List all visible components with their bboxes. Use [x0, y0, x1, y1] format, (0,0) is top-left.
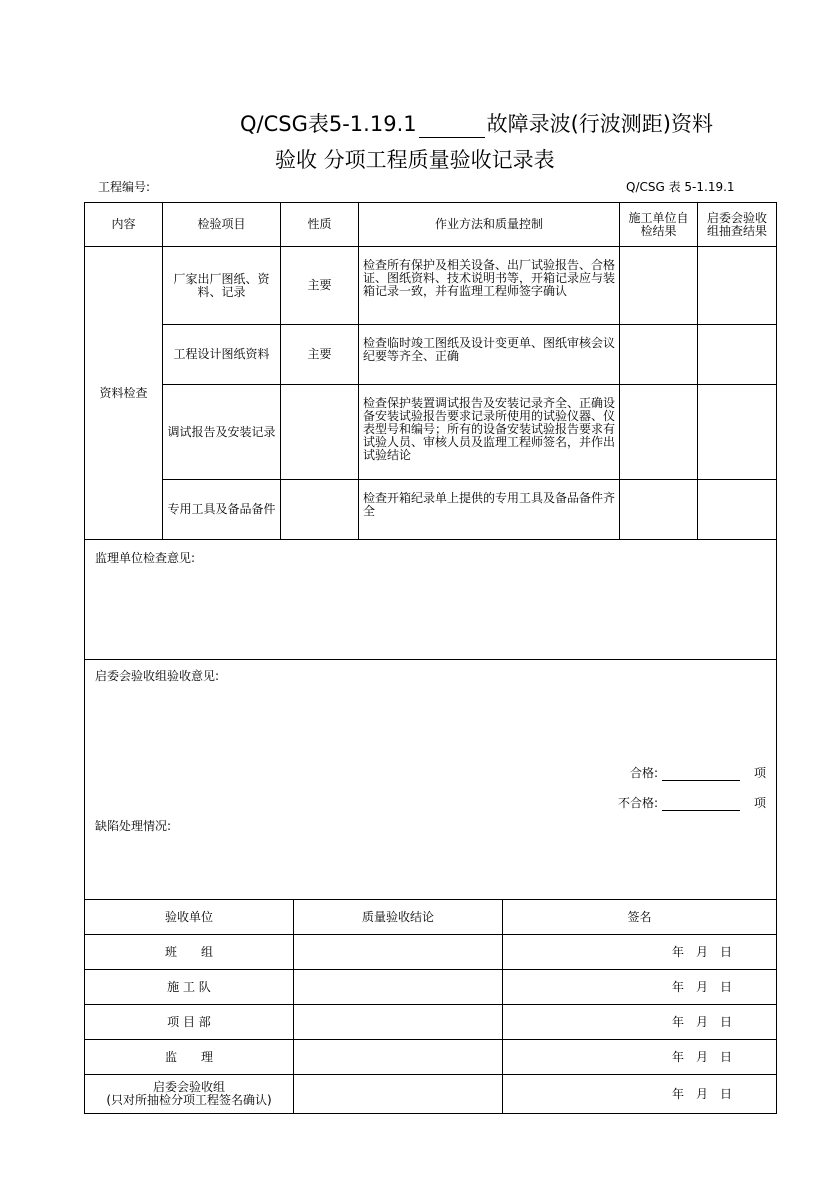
form-code: Q/CSG 表 5-1.19.1	[626, 180, 735, 194]
unit-cell: 班 组	[85, 935, 294, 970]
signature-row	[85, 1040, 777, 1075]
pass-label: 合格:	[629, 766, 658, 780]
unit-cell: 项 目 部	[85, 1005, 294, 1040]
date-cell[interactable]: 年 月 日	[503, 1005, 777, 1040]
table-row	[85, 385, 777, 480]
header-cell: 验收单位	[85, 900, 294, 935]
committee-opinion-label: 启委会验收组验收意见:	[95, 669, 220, 683]
header-cell: 启委会验收组抽查结果	[698, 203, 777, 247]
nature-cell	[281, 385, 359, 480]
conclusion-cell[interactable]	[294, 935, 503, 970]
self-check-cell[interactable]	[620, 480, 698, 540]
signature-header	[85, 900, 777, 935]
spot-check-cell[interactable]	[698, 385, 777, 480]
header-cell: 施工单位自检结果	[620, 203, 698, 247]
signature-row	[85, 935, 777, 970]
form-title-line2: 验收 分项工程质量验收记录表	[275, 148, 555, 172]
signature-row	[85, 1005, 777, 1040]
category-cell: 资料检查	[85, 247, 163, 540]
method-cell: 检查所有保护及相关设备、出厂试验报告、合格证、图纸资料、技术说明书等，开箱记录应与装箱记录一致，并有监理工程师签字确认	[359, 247, 620, 325]
header-cell: 签名	[503, 900, 777, 935]
nature-cell: 主要	[281, 247, 359, 325]
method-cell: 检查临时竣工图纸及设计变更单、图纸审核会议纪要等齐全、正确	[359, 325, 620, 385]
item-cell: 工程设计图纸资料	[163, 325, 281, 385]
header-cell: 检验项目	[163, 203, 281, 247]
header-cell: 作业方法和质量控制	[359, 203, 620, 247]
signature-row	[85, 970, 777, 1005]
date-cell[interactable]: 年 月 日	[503, 1075, 777, 1114]
nature-cell: 主要	[281, 325, 359, 385]
defect-label: 缺陷处理情况:	[95, 819, 172, 833]
self-check-cell[interactable]	[620, 325, 698, 385]
date-cell[interactable]: 年 月 日	[503, 970, 777, 1005]
date-cell[interactable]: 年 月 日	[503, 935, 777, 970]
form-code-title: Q/CSG表5-1.19.1	[240, 112, 417, 136]
spot-check-cell[interactable]	[698, 325, 777, 385]
conclusion-cell[interactable]	[294, 970, 503, 1005]
self-check-cell[interactable]	[620, 385, 698, 480]
method-cell: 检查开箱纪录单上提供的专用工具及备品备件齐全	[359, 480, 620, 540]
spot-check-cell[interactable]	[698, 480, 777, 540]
header-cell: 质量验收结论	[294, 900, 503, 935]
supervisor-opinion-box[interactable]	[84, 539, 777, 660]
inspection-table	[84, 202, 777, 540]
conclusion-cell[interactable]	[294, 1005, 503, 1040]
signature-row	[85, 1075, 777, 1114]
spot-check-cell[interactable]	[698, 247, 777, 325]
form-title-line1	[240, 108, 713, 138]
unit-label: 项	[753, 796, 766, 810]
fail-count	[618, 794, 766, 811]
self-check-cell[interactable]	[620, 247, 698, 325]
fail-label: 不合格:	[617, 796, 658, 810]
project-no-label: 工程编号:	[98, 180, 151, 194]
signature-table	[84, 899, 777, 1114]
unit-cell: 监 理	[85, 1040, 294, 1075]
header-cell: 性质	[281, 203, 359, 247]
date-cell[interactable]: 年 月 日	[503, 1040, 777, 1075]
fail-count-field[interactable]	[662, 798, 740, 811]
header-cell: 内容	[85, 203, 163, 247]
unit-label: 项	[753, 766, 766, 780]
pass-count	[630, 764, 766, 781]
supervisor-opinion-label: 监理单位检查意见:	[95, 551, 196, 565]
table-header	[85, 203, 777, 247]
form-subject: 故障录波(行波测距)资料	[486, 112, 713, 136]
unit-cell: 启委会验收组 (只对所抽检分项工程签名确认)	[85, 1075, 294, 1114]
committee-opinion-box[interactable]	[84, 659, 777, 900]
conclusion-cell[interactable]	[294, 1075, 503, 1114]
nature-cell	[281, 480, 359, 540]
pass-count-field[interactable]	[662, 768, 740, 781]
item-cell: 专用工具及备品备件	[163, 480, 281, 540]
unit-cell: 施 工 队	[85, 970, 294, 1005]
conclusion-cell[interactable]	[294, 1040, 503, 1075]
table-row	[85, 325, 777, 385]
table-row	[85, 480, 777, 540]
item-cell: 调试报告及安装记录	[163, 385, 281, 480]
item-cell: 厂家出厂图纸、资料、记录	[163, 247, 281, 325]
title-blank	[419, 117, 485, 138]
method-cell: 检查保护装置调试报告及安装记录齐全、正确设备安装试验报告要求记录所使用的试验仪器、仪表型号和编号；所有的设备安装试验报告要求有试验人员、审核人员及监理工程师签名，并作出试验结论	[359, 385, 620, 480]
table-row	[85, 247, 777, 325]
